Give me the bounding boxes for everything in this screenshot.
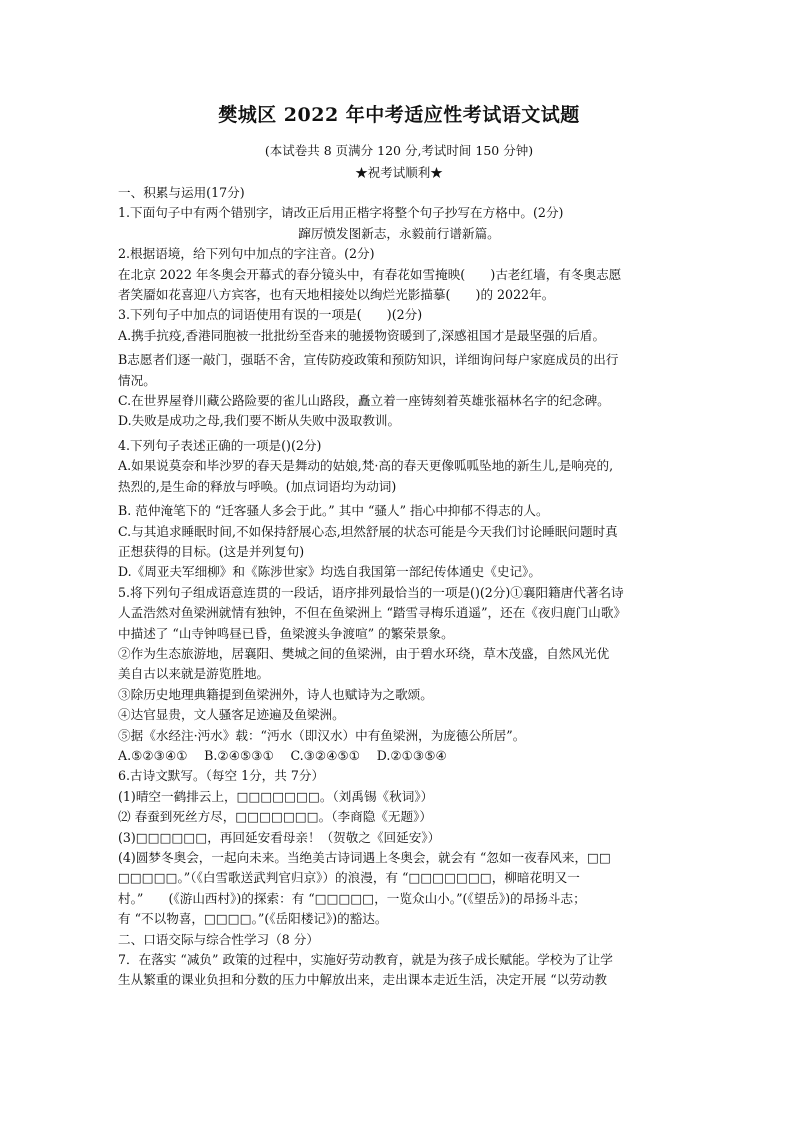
- question-5-text: 美自古以来就是游览胜地。: [118, 666, 270, 682]
- question-5-text: 人孟浩然对鱼梁洲就情有独钟，不但在鱼梁洲上 “踏雪寻梅乐逍遥”，还在《夜归鹿门山歌》: [118, 605, 627, 621]
- question-4-option-a: 热烈的,是生命的释放与呼唤。(加点词语均为动词): [118, 478, 397, 494]
- exam-page: [118, 100, 680, 991]
- question-4-option-d: D.《周亚夫军细柳》和《陈涉世家》均选自我国第一部纪传体通史《史记》。: [118, 564, 541, 580]
- question-2-text: 者笑靥如花喜迎八方宾客，也有天地相接处以绚烂光影描摹( )的 2022年。: [118, 287, 555, 303]
- question-6-item-4: 有 “不以物喜，□□□□。”(《岳阳楼记》)的豁达。: [118, 911, 388, 927]
- question-5: 5.将下列句子组成语意连贯的一段话，语序排列最恰当的一项是()(2分)①襄阳籍唐代著名诗: [118, 584, 624, 600]
- question-1: 1.下面句子中有两个错别字，请改正后用正楷字将整个句子抄写在方格中。(2分): [118, 205, 564, 221]
- question-6-item-4: 村。” (《游山西村》)的探索：有 “□□□□□，一览众山小。”(《望岳》)的昂扬斗志；: [118, 890, 586, 906]
- exam-title: 樊城区 2022 年中考适应性考试语文试题: [218, 104, 580, 126]
- question-7-text: 生从繁重的课业负担和分数的压力中解放出来，走出课本走近生活，决定开展 “以劳动教: [118, 972, 608, 988]
- question-6-item-4: □□□□□。”（《白雪歌送武判官归京》）的浪漫，有 “□□□□□□□，柳暗花明又一: [118, 870, 580, 886]
- question-3-option-a: A.携手抗疫,香港同胞被一批批纷至沓来的驰援物资暖到了,深感祖国才是最坚强的后盾。: [118, 327, 606, 343]
- question-5-text: ②作为生态旅游地，居襄阳、樊城之间的鱼梁洲，由于碧水环绕，草木茂盛，自然风光优: [118, 645, 610, 661]
- question-4-option-b: B. 范仲淹笔下的 “迁客骚人多会于此。” 其中 “骚人” 指心中抑郁不得志的人。: [118, 503, 549, 519]
- question-3-option-d: D.失败是成功之母,我们要不断从失败中汲取教训。: [118, 413, 401, 429]
- question-6-item-4: (4)圆梦冬奥会，一起向未来。当绝美古诗词遇上冬奥会，就会有 “忽如一夜春风来，□□: [118, 850, 611, 865]
- question-7: 7．在落实 “减负” 政策的过程中，实施好劳动教育，就是为孩子成长赋能。学校为了让学: [118, 952, 613, 968]
- section-heading-1: 一、积累与运用(17分): [118, 185, 245, 200]
- question-1-sentence: 蹿厉愤发图新志，永毅前行谱新篇。: [298, 225, 500, 241]
- question-4-option-c: 正想获得的目标。(这是并列复句): [118, 543, 305, 559]
- question-4: 4.下列句子表述正确的一项是()(2分): [118, 437, 322, 453]
- question-6-item-1: (1)晴空一鹤排云上，□□□□□□□。（刘禹锡《秋词》）: [118, 788, 434, 804]
- question-5-options: A.⑤②③④① B.②④⑤③① C.③②④⑤① D.②①③⑤④: [118, 747, 447, 763]
- exam-subtitle: (本试卷共 8 页满分 120 分,考试时间 150 分钟): [264, 143, 534, 158]
- question-2: 2.根据语境，给下列句中加点的字注音。(2分): [118, 246, 375, 262]
- question-3: 3.下列句子中加点的词语使用有误的一项是( )(2分): [118, 307, 423, 323]
- question-3-option-c: C.在世界屋脊川藏公路险要的雀儿山路段，矗立着一座铸刻着英雄张福林名字的纪念碑。: [118, 393, 610, 409]
- question-2-text: 在北京 2022 年冬奥会开幕式的春分镜头中，有春花如雪掩映( )古老红墙，有冬奥志愿: [118, 266, 622, 282]
- question-6-item-2: ⑵ 春蚕到死丝方尽，□□□□□□□。（李商隐《无题》）: [118, 809, 432, 825]
- question-6: 6.古诗文默写。（每空 1分，共 7分）: [118, 768, 325, 784]
- question-4-option-c: C.与其追求睡眠时间,不如保持舒展心态,坦然舒展的状态可能是今天我们讨论睡眠问题时真: [118, 523, 618, 539]
- question-5-text: ③除历史地理典籍提到鱼梁洲外，诗人也赋诗为之歌颂。: [118, 686, 433, 702]
- question-5-text: ④达官显贵，文人骚客足迹遍及鱼梁洲。: [118, 707, 345, 723]
- good-luck-line: ★祝考试顺利★: [355, 165, 443, 180]
- exam-body: [118, 183, 680, 991]
- question-5-text: ⑤据《水经注·沔水》载：“沔水（即汉水）中有鱼梁洲，为庞德公所居”。: [118, 727, 526, 743]
- section-heading-2: 二、口语交际与综合性学习（8 分）: [118, 931, 319, 947]
- question-4-option-a: A.如果说莫奈和毕沙罗的春天是舞动的姑娘,梵·高的春天更像呱呱坠地的新生儿,是响亮的,: [118, 458, 614, 474]
- question-3-option-b: 情况。: [118, 372, 156, 388]
- question-5-text: 中描述了 “山寺钟鸣昼已昏，鱼梁渡头争渡喧” 的繁荣景象。: [118, 625, 454, 641]
- question-3-option-b: B志愿者们逐一敲门，强聒不舍，宣传防疫政策和预防知识，详细询问每户家庭成员的出行: [118, 352, 619, 368]
- question-6-item-3: (3)□□□□□□，再回延安看母亲！（贺敬之《回延安》）: [118, 829, 441, 845]
